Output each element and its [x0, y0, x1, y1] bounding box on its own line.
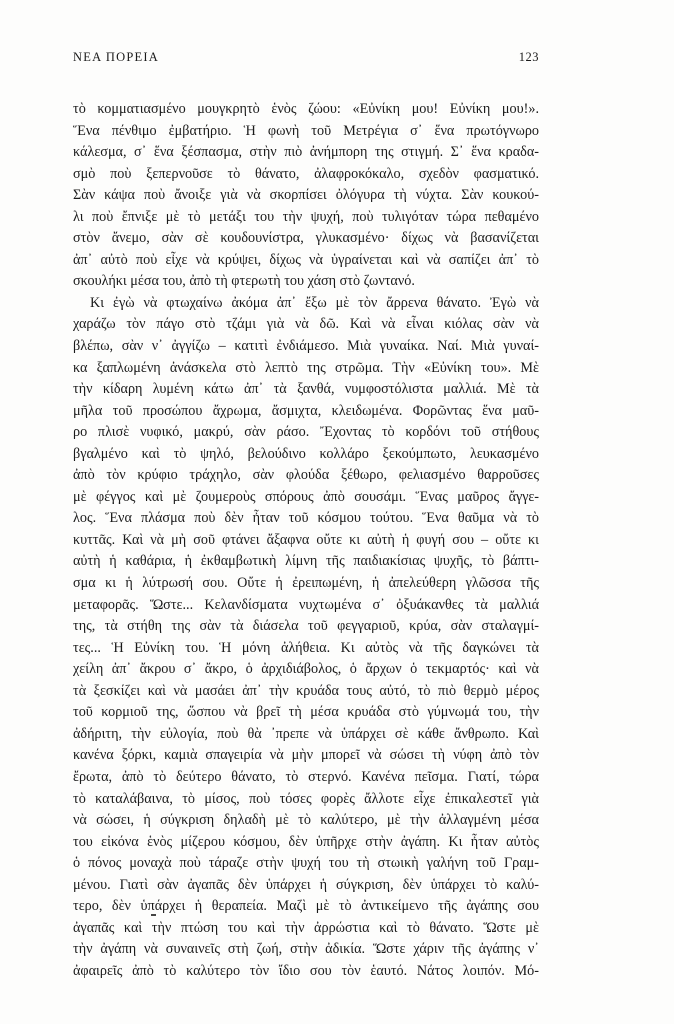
text-line: χαράζω τὸν πάγο στὸ τζάμι γιὰ νὰ δῶ. Καὶ νὰ εἶναι κιόλας σὰν νὰ	[73, 316, 539, 333]
text-line: λος. Ἕνα πλάσμα ποὺ δὲν ἦταν τοῦ κόσμου τούτου. Ἕνα θαῦμα νὰ τὸ	[73, 510, 539, 527]
text-line: νὰ σώσει, ἡ σύγκριση δηλαδὴ μὲ τὸ καλύτερο, μὲ τὴν ἀλλαγμένη μέσα	[73, 812, 539, 829]
text-line: ἀπ᾽ αὐτὸ ποὺ εἶχε νὰ κρύψει, δίχως νὰ ὑγραίνεται καὶ νὰ σαπίζει ἀπ᾽ τὸ	[73, 251, 539, 268]
text-line: κανένα ξόρκι, καμιὰ σπαγειρία νὰ μὴν μπορεῖ νὰ σώσει τὴ νύφη ἀπὸ τὸν	[73, 747, 539, 764]
text-line: κάλεσμα, σ᾽ ἕνα ξέσπασμα, στὴν πιὸ ἀνήμπορη της στιγμή. Σ᾽ ἕνα κραδα-	[73, 144, 539, 161]
text-line: βλέπω, σὰν ν᾽ ἀγγίζω – κατιτὶ ἐνδιάμεσο. Μιὰ γυναίκα. Ναί. Μιὰ γυναί-	[73, 338, 539, 355]
text-line: του εἰκόνα ἑνὸς μίζερου κόσμου, δὲν ὑπῆρχε στὴν ἀγάπη. Κι ἦταν αὐτὸς	[73, 833, 539, 850]
text-line: Κι ἐγὼ νὰ φτωχαίνω ἀκόμα ἀπ᾽ ἔξω μὲ τὸν ἄρρενα θάνατο. Ἐγὼ νὰ	[90, 294, 539, 311]
text-line: Σὰν κάψα ποὺ ἄνοιξε γιὰ νὰ σκορπίσει ὀλόγυρα τὴ νύχτα. Σὰν κουκού-	[73, 187, 539, 204]
text-line: ἔρωτα, ἀπὸ τὸ δεύτερο θάνατο, τὸ στερνό. Κανένα πεῖσμα. Γιατί, τώρα	[73, 768, 539, 785]
running-title: ΝΕΑ ΠΟΡΕΙΑ	[73, 50, 159, 64]
text-line: τὴν ἀγάπη νὰ συναινεῖς στὴ ζωή, στὴν ἀδικία. Ὥστε χάριν τῆς ἀγάπης ν᾽	[73, 941, 539, 958]
stray-ink-mark	[151, 914, 156, 916]
text-line: ἀπὸ τὸν κρύφιο τράχηλο, σὰν φλούδα ξέθωρο, φελιασμένο θαρροῦσες	[73, 467, 539, 484]
text-line: ὁ πόνος μοναχὰ ποὺ τάραζε στὴν ψυχή του τὴ στωικὴ γαλήνη τοῦ Γραμ-	[73, 855, 539, 872]
body-text	[73, 99, 539, 982]
text-line: ἀδήριτη, τὴν εὐλογία, ποὺ θὰ ᾽πρεπε νὰ ὑπάρχει σὲ κάθε ἄνθρωπο. Καὶ	[73, 725, 539, 742]
text-line: ἀφαιρεῖς ἀπὸ τὸ καλύτερο τὸν ἴδιο σου τὸν ἑαυτό. Νάτος λοιπόν. Μό-	[73, 962, 539, 979]
text-line: βγαλμένο καὶ τὸ ψηλό, βελούδινο κολλάρο ξεκούμπωτο, λευκασμένο	[73, 445, 539, 462]
text-line: τὸ καταλάβαινα, τὸ μίσος, ποὺ τόσες φορὲς ἄλλοτε εἶχε ἐπικαλεστεῖ γιὰ	[73, 790, 539, 807]
page-number: 123	[518, 50, 539, 64]
paragraph	[73, 293, 539, 983]
text-line: κυττᾶς. Καὶ νὰ μὴ σοῦ φτάνει ἄξαφνα οὔτε κι αὐτὴ ἡ φυγή σου – οὔτε κι	[73, 531, 539, 548]
text-line: ρο πλισὲ νυφικό, μακρύ, σὰν ράσο. Ἔχοντας τὸ κορδόνι τοῦ στήθους	[73, 424, 539, 441]
text-line: μένου. Γιατὶ σὰν ἀγαπᾶς δὲν ὑπάρχει ἡ σύγκριση, δὲν ὑπάρχει τὸ καλύ-	[73, 876, 539, 893]
text-line: της, τὰ στήθη της σὰν τὰ διάσελα τοῦ φεγγαριοῦ, κρύα, σὰν σταλαγμί-	[73, 618, 539, 635]
text-line: χείλη ἀπ᾽ ἄκρου σ᾽ ἄκρο, ὁ ἀρχιδιάβολος, ὁ ἄρχων ὁ τεκμαρτός· καὶ νὰ	[73, 661, 539, 678]
text-line: μὲ φέγγος καὶ μὲ ζουμεροὺς σπόρους ἀπὸ σουσάμι. Ἕνας μαῦρος ἄγγε-	[73, 488, 539, 505]
text-line: τὸ κομματιασμένο μουγκρητὸ ἑνὸς ζώου: «Εὐνίκη μου! Εὐνίκη μου!».	[73, 101, 539, 117]
text-line: τοῦ κορμιοῦ της, ὥσπου νὰ βρεῖ τὴ μέσα κρυάδα στὸ γύμνωμά του, τὴν	[73, 704, 539, 721]
text-line: σκουλήκι μέσα του, ἀπὸ τὴ φτερωτὴ του χάση στὸ ζωντανό.	[73, 273, 415, 290]
text-line: μεταφορᾶς. Ὥστε... Κελανδίσματα νυχτωμένα σ᾽ ὀξυάκανθες τὰ μαλλιά	[73, 596, 539, 613]
text-line: μῆλα τοῦ προσώπου ἄχρωμα, ἄσμιχτα, κλειδωμένα. Φορῶντας ἕνα μαῦ-	[73, 402, 539, 419]
text-line: στὸν ἄνεμο, σὰν σὲ κουδουνίστρα, γλυκασμένο· δίχως νὰ βασανίζεται	[73, 230, 539, 247]
text-line: κα ξαπλωμένη ἀνάσκελα στὸ λεπτὸ της στρῶμα. Τὴν «Εὐνίκη του». Μὲ	[73, 359, 539, 376]
paragraph	[73, 99, 539, 293]
text-line: τες... Ἡ Εὐνίκη του. Ἡ μόνη ἀλήθεια. Κι αὐτὸς νὰ τῆς δαγκώνει τὰ	[73, 639, 539, 656]
text-line: σμὸ ποὺ ξεπερνοῦσε τὸ θάνατο, ἀλαφροκόκαλο, σχεδὸν φασματικό.	[73, 165, 539, 182]
text-line: σμα κι ἡ λύτρωσή σου. Οὔτε ἡ ἐρειπωμένη, ἡ ἀπελεύθερη γλῶσσα τῆς	[73, 575, 539, 592]
text-line: τὰ ξεσκίζει καὶ νὰ μασάει ἀπ᾽ τὴν κρυάδα τους αὐτό, τὸ πιὸ θερμὸ μέρος	[73, 682, 539, 699]
text-line: αὐτὴ ἡ καθάρια, ἡ ἐκθαμβωτικὴ λίμνη τῆς παιδιακίσιας ψυχῆς, τὸ βάπτι-	[73, 553, 539, 570]
text-line: ἀγαπᾶς καὶ τὴν πτώση του καὶ τὴν ἀρρώστια καὶ τὸ θάνατο. Ὥστε μὲ	[73, 919, 539, 936]
text-line: τερο, δὲν ὑπάρχει ἡ θεραπεία. Μαζὶ μὲ τὸ ἀντικείμενο τῆς ἀγάπης σου	[73, 898, 539, 915]
text-line: Ἕνα πένθιμο ἐμβατήριο. Ἡ φωνὴ τοῦ Μετρέγια σ᾽ ἕνα πρωτόγνωρο	[73, 122, 539, 139]
text-line: λι ποὺ ἔπνιξε μὲ τὸ μετάξι του τὴν ψυχή, ποὺ τυλιγόταν τώρα πεθαμένο	[73, 208, 539, 225]
running-head	[73, 50, 539, 68]
text-line: τὴν κίδαρη λυμένη κάτω ἀπ᾽ τὰ ξανθά, νυμφοστόλιστα μαλλιά. Μὲ τὰ	[73, 381, 539, 398]
